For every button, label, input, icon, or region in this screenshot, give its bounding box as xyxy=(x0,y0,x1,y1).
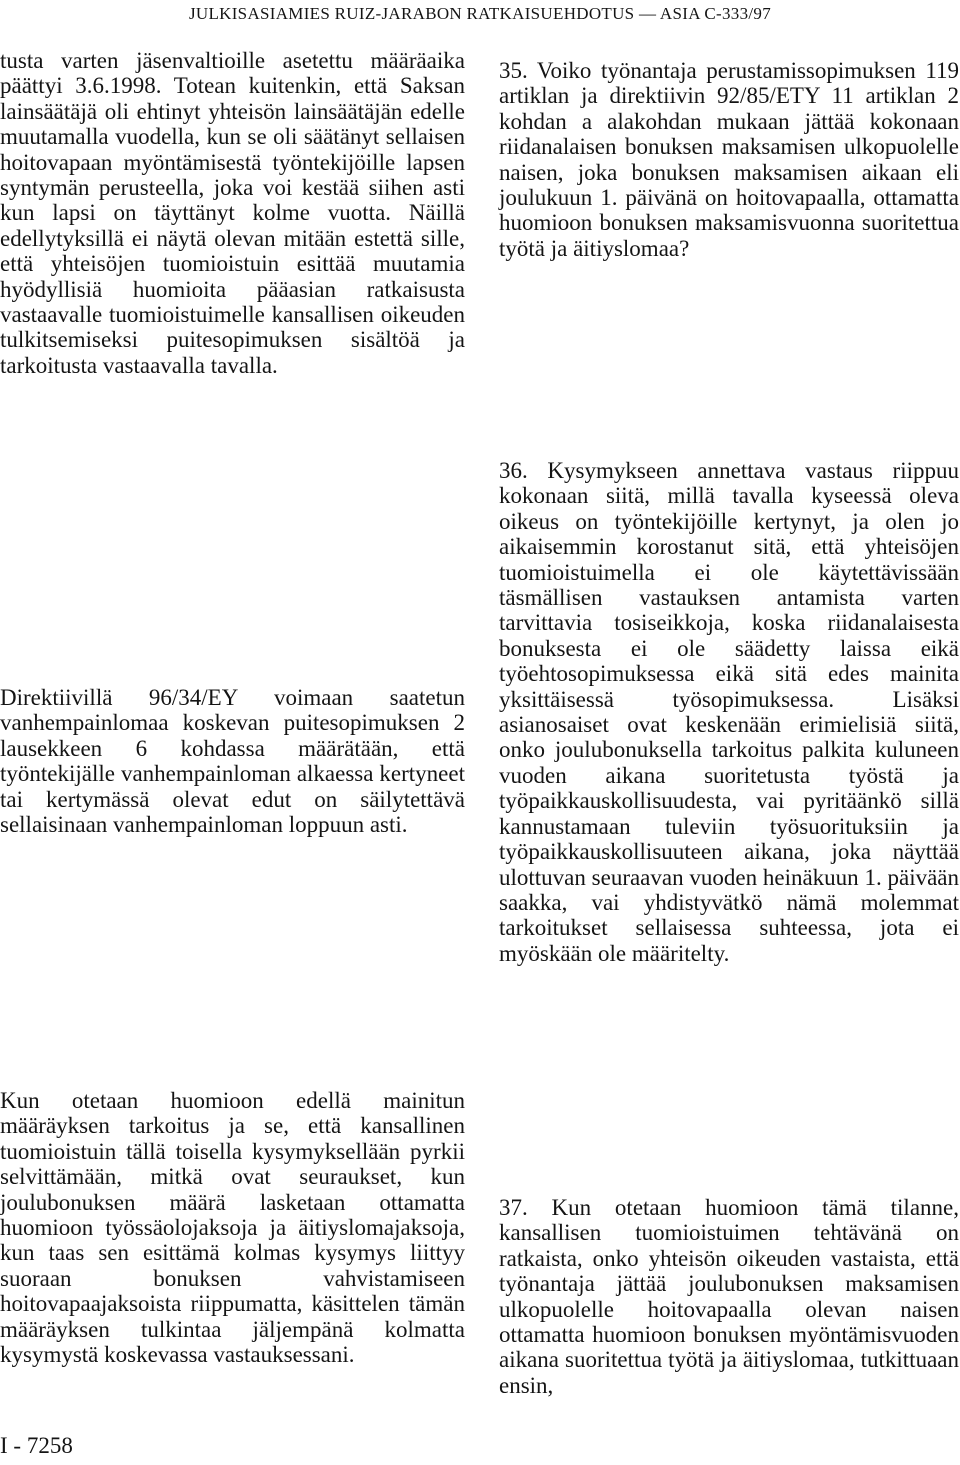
left-paragraph-2: Direktiivillä 96/34/EY voimaan saatetun vanhempainlomaa koskevan puitesopimuksen 2 lausekkeen 6 kohdassa määrätään, että työntekijälle vanhempainloman alkaessa kertyneet tai kertymässä olevat edut on säilytettävä sellaisinaan vanhempainloman loppuun asti. xyxy=(0,685,465,838)
left-paragraph-3: Kun otetaan huomioon edellä mainitun määräyksen tarkoitus ja se, että kansallinen tuomioistuin tällä toisella kysymyksellään pyrkii selvittämään, mitkä ovat seuraukset, kun joulubonuksen määrä lasketaan ottamatta huomioon työssäolojaksoja ja äitiyslomajaksoja, kun taas sen esittämä kolmas kysymys liittyy suoraan bonuksen vahvistamiseen hoitovapaajaksoista riippumatta, käsittelen tämän määräyksen tulkintaa jäljempänä kolmatta kysymystä koskevassa vastauksessani. xyxy=(0,1088,465,1368)
page-number: I - 7258 xyxy=(0,1433,73,1458)
paragraph-35: 35. Voiko työnantaja perustamissopimuksen 119 artiklan ja direktiivin 92/85/ETY 11 artiklan 2 kohdan a alakohdan mukaan jättää kokonaan riidanalaisen bonuksen maksamisen ulkopuolelle naisen, joka bonuksen maksamisen aikaan eli joulukuun 1. päivänä on hoitovapaalla, ottamatta huomioon bonuksen maksamisvuonna suoritettua työtä ja äitiyslomaa? xyxy=(499,58,959,261)
left-paragraph-1: tusta varten jäsenvaltioille asetettu määräaika päättyi 3.6.1998. Totean kuitenkin, että Saksan lainsäätäjä oli ehtinyt yhteisön lainsäätäjän edelle muutamalla vuodella, kun se oli säätänyt sellaisen hoitovapaan myöntämisestä työntekijöille lapsen syntymän perusteella, joka voi kestää siihen asti kun lapsi on täyttänyt kolme vuotta. Näillä edellytyksillä ei näytä olevan mitään estettä sille, että yhteisöjen tuomioistuin esittää muutamia hyödyllisiä huomioita pääasian ratkaisusta vastaavalle tuomioistuimelle kansallisen oikeuden tulkitsemiseksi puitesopimuksen sisältöä ja tarkoitusta vastaavalla tavalla. xyxy=(0,48,465,378)
paragraph-37: 37. Kun otetaan huomioon tämä tilanne, kansallisen tuomioistuimen tehtävänä on ratkaista, onko yhteisön oikeuden vastaista, että työnantaja jättää joulubonuksen maksamisen ulkopuolelle hoitovapaalla olevan naisen ottamatta huomioon bonuksen myöntämisvuoden aikana suoritettua työtä ja äitiyslomaa, tutkittuaan ensin, xyxy=(499,1195,959,1398)
running-head: JULKISASIAMIES RUIZ-JARABON RATKAISUEHDOTUS — ASIA C-333/97 xyxy=(188,4,772,23)
paragraph-36: 36. Kysymykseen annettava vastaus riippuu kokonaan siitä, millä tavalla kyseessä oleva oikeus on työntekijöille kertynyt, ja olen jo aikaisemmin korostanut sitä, että yhteisöjen tuomioistuimella ei ole käytettävissään täsmällisen vastauksen antamista varten tarvittavia tosiseikkoja, koska riidanalaisesta bonuksesta ei ole säädetty laissa eikä työehtosopimuksessa eikä sitä edes mainita yksittäisessä työsopimuksessa. Lisäksi asianosaiset ovat keskenään erimielisiä siitä, onko joulubonuksella tarkoitus palkita kuluneen vuoden aikana suoritetusta työstä ja työpaikkauskollisuudesta, vai pyritäänkö sillä kannustamaan tuleviin työsuorituksiin ja työpaikkauskollisuuteen aikana, joka näyttää ulottuvan seuraavan vuoden heinäkuun 1. päivään saakka, vai yhdistyvätkö nämä molemmat tarkoitukset sellaisessa suhteessa, jota ei myöskään ole määritelty. xyxy=(499,458,959,966)
